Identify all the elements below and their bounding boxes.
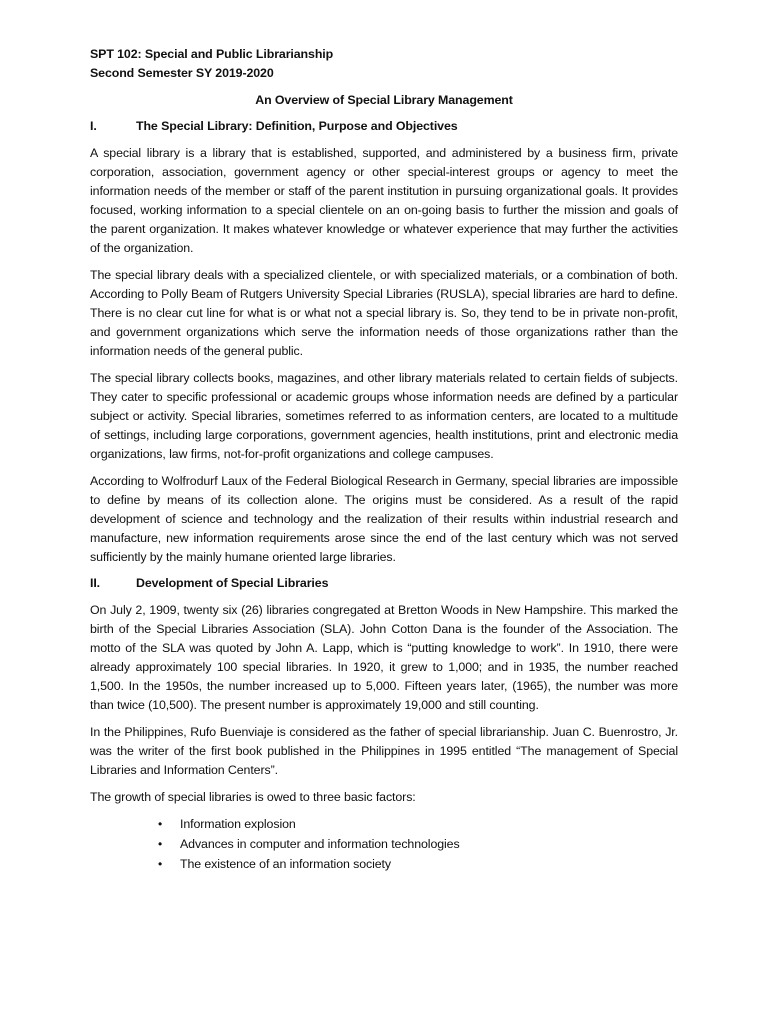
section-heading-1 <box>90 117 678 136</box>
bullet-icon: • <box>158 837 163 851</box>
bullet-icon: • <box>158 857 163 871</box>
section-title: The Special Library: Definition, Purpose and Objectives <box>136 119 458 133</box>
section-number: I. <box>90 119 97 133</box>
paragraph: On July 2, 1909, twenty six (26) libraries congregated at Bretton Woods in New Hampshire. This marked the birth of the Special Libraries Association (SLA). John Cotton Dana is the founder of the Association. The motto of the SLA was quoted by John A. Lapp, which is “putting knowledge to work”. In 1910, there were already approximately 100 special libraries. In 1920, it grew to 1,000; and in 1935, the number reached 1,500. In the 1950s, the number increased up to 5,000. Fifteen years later, (1965), the number was more than twice (10,500). The present number is approximately 19,000 and still counting. <box>90 603 678 712</box>
course-title: SPT 102: Special and Public Librarianship <box>90 47 334 61</box>
paragraph: In the Philippines, Rufo Buenviaje is considered as the father of special librarianship. Juan C. Buenrostro, Jr. was the writer of the first book published in the Philippines in 1995 entitled “The management of Special Libraries and Information Centers”. <box>90 725 678 777</box>
list-item <box>158 814 678 834</box>
paragraph: The growth of special libraries is owed to three basic factors: <box>90 790 416 804</box>
factors-list <box>90 814 678 874</box>
list-item <box>158 834 678 854</box>
paragraph: According to Wolfrodurf Laux of the Federal Biological Research in Germany, special libraries are impossible to define by means of its collection alone. The origins must be considered. As a result of the rapid development of science and technology and the realization of their results within industrial research and manufacture, new information requirements arose since the end of the last century which was not served sufficiently by the mainly humane oriented large libraries. <box>90 474 678 564</box>
document-page <box>90 45 678 874</box>
document-title: An Overview of Special Library Management <box>255 93 513 107</box>
section-heading-2 <box>90 574 678 593</box>
list-item <box>158 854 678 874</box>
list-item-text: The existence of an information society <box>180 857 391 871</box>
paragraph: The special library collects books, magazines, and other library materials related to certain fields of subjects. They cater to specific professional or academic groups whose information needs are defined by a particular subject or activity. Special libraries, sometimes referred to as information centers, are located to a multitude of settings, including large corporations, government agencies, health institutions, print and electronic media organizations, law firms, not-for-profit organizations and college campuses. <box>90 371 678 461</box>
section-number: II. <box>90 576 101 590</box>
bullet-icon: • <box>158 817 163 831</box>
section-title: Development of Special Libraries <box>136 576 329 590</box>
semester-label: Second Semester SY 2019-2020 <box>90 66 274 80</box>
list-item-text: Advances in computer and information technologies <box>180 837 460 851</box>
paragraph: The special library deals with a specialized clientele, or with specialized materials, or a combination of both. According to Polly Beam of Rutgers University Special Libraries (RUSLA), special libraries are hard to define. There is no clear cut line for what is or what not a special library is. So, they tend to be in private non-profit, and government organizations which serve the information needs of those organizations rather than the information needs of the general public. <box>90 268 678 358</box>
list-item-text: Information explosion <box>180 817 296 831</box>
paragraph: A special library is a library that is established, supported, and administered by a business firm, private corporation, association, government agency or other special-interest groups or agency to meet the information needs of the member or staff of the parent institution in pursuing organizational goals. It provides focused, working information to a special clientele on an on-going basis to further the mission and goals of the parent organization. It makes whatever knowledge or whatever experience that may further the activities of the organization. <box>90 146 678 255</box>
